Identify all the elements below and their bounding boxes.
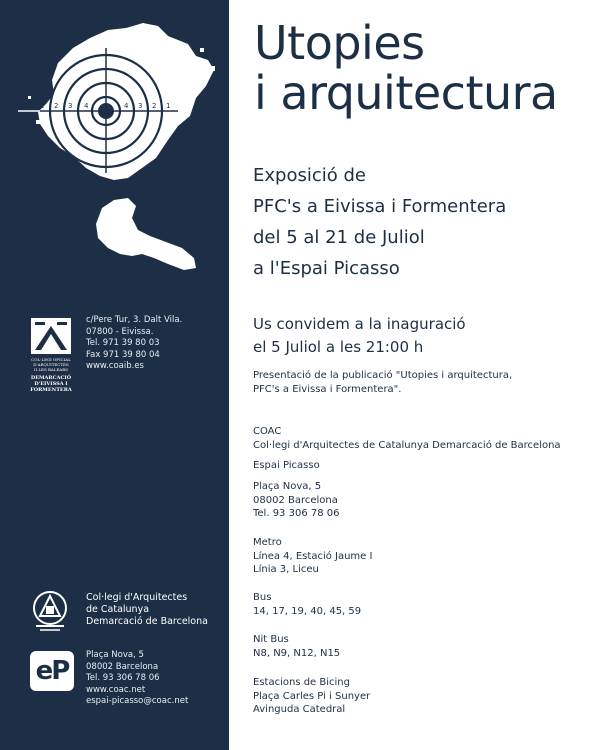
formentera-island-shape [96, 198, 196, 270]
left-panel [0, 0, 231, 750]
panel-divider [229, 0, 232, 750]
organizer-line: Col·legi d'Arquitectes de Catalunya Demarcació de Barcelona [253, 439, 561, 451]
target-label: 1 [166, 102, 171, 110]
organizer-line: COAC [253, 426, 282, 437]
bicing-line: Plaça Carles Pi i Sunyer [253, 690, 371, 702]
nitbus-line: Nit Bus [253, 634, 289, 645]
venue-address [253, 480, 340, 521]
svg-text:DEMARCACIÓ: DEMARCACIÓ [30, 375, 72, 381]
organizer [253, 425, 561, 452]
metro-line: Línea 4, Estació Jaume I [253, 550, 373, 562]
invitation-line: el 5 Juliol a les 21:00 h [253, 338, 424, 356]
coac-name-line: Demarcació de Barcelona [86, 616, 208, 627]
islet-shape [200, 48, 204, 52]
target-label: 3 [68, 102, 73, 110]
coaib-fax: Fax 971 39 80 04 [86, 349, 160, 360]
page-title [254, 18, 558, 118]
metro-line: Línia 3, Liceu [253, 564, 319, 575]
target-label: 2 [54, 102, 59, 110]
coaib-address-line: c/Pere Tur, 3. Dalt Vila. [86, 315, 183, 325]
bus-info [253, 591, 361, 618]
coac-name-line: de Catalunya [86, 604, 150, 615]
exposition-line: a l'Espai Picasso [253, 258, 400, 279]
presentation-line: Presentació de la publicació "Utopies i arquitectura, [253, 370, 513, 381]
svg-text:COL·LEGI OFICIAL: COL·LEGI OFICIAL [31, 357, 71, 362]
coaib-website-link[interactable]: www.coaib.es [86, 361, 144, 372]
coac-emblem-icon [30, 588, 70, 632]
venue-phone: Tel. 93 306 78 06 [253, 508, 340, 519]
islet-shape [210, 66, 215, 71]
coac-name [86, 592, 208, 628]
bicing-line: Estacions de Bicing [253, 677, 350, 688]
presentation-line: PFC's a Eivissa i Formentera". [253, 383, 402, 395]
islet-shape [28, 96, 31, 99]
svg-text:D'ARQUITECTES: D'ARQUITECTES [33, 362, 69, 367]
ep-website-link[interactable]: www.coac.net [86, 684, 146, 695]
target-label: 4 [124, 102, 129, 110]
coaib-phone: Tel. 971 39 80 03 [86, 338, 160, 349]
island-target-map-icon [18, 8, 218, 273]
invitation [253, 313, 466, 359]
venue-name: Espai Picasso [253, 460, 320, 471]
target-label: 4 [84, 102, 89, 110]
target-label: 1 [40, 102, 45, 110]
presentation-note [253, 369, 512, 396]
bus-line: Bus [253, 592, 272, 603]
coaib-logo [27, 316, 75, 394]
ep-address-line: 08002 Barcelona [86, 661, 159, 672]
bicing-info [253, 676, 370, 717]
svg-text:D'EIVISSA I: D'EIVISSA I [34, 381, 68, 387]
coac-name-line: Col·legi d'Arquitectes [86, 592, 188, 603]
venue-address-line: Plaça Nova, 5 [253, 481, 322, 492]
title-line: i arquitectura [254, 66, 558, 120]
islet-shape [36, 120, 40, 124]
bicing-line: Avinguda Catedral [253, 704, 346, 715]
target-label: 2 [152, 102, 157, 110]
exposition-line: PFC's a Eivissa i Formentera [253, 196, 507, 217]
title-line: Utopies [254, 16, 425, 70]
metro-info [253, 536, 372, 577]
ep-phone: Tel. 93 306 78 06 [86, 673, 160, 684]
coaib-address [86, 315, 182, 373]
coaib-address-line: 07800 - Eivissa. [86, 326, 154, 337]
espai-picasso-logo: eP [30, 651, 74, 691]
ep-address-line: Plaça Nova, 5 [86, 650, 144, 660]
svg-text:II.LES BALEARS: II.LES BALEARS [33, 367, 69, 372]
metro-line: Metro [253, 537, 282, 548]
nitbus-info [253, 633, 340, 660]
ep-email-link[interactable]: espai-picasso@coac.net [86, 696, 189, 707]
exposition-info [253, 160, 506, 284]
ep-address [86, 650, 188, 708]
exposition-line: Exposició de [253, 165, 366, 186]
invitation-line: Us convidem a la inaguració [253, 315, 466, 333]
exposition-line: del 5 al 21 de Juliol [253, 227, 425, 248]
nitbus-line: N8, N9, N12, N15 [253, 647, 341, 659]
svg-text:FORMENTERA: FORMENTERA [30, 387, 72, 393]
bus-line: 14, 17, 19, 40, 45, 59 [253, 605, 362, 617]
venue-address-line: 08002 Barcelona [253, 494, 338, 506]
target-label: 3 [138, 102, 143, 110]
